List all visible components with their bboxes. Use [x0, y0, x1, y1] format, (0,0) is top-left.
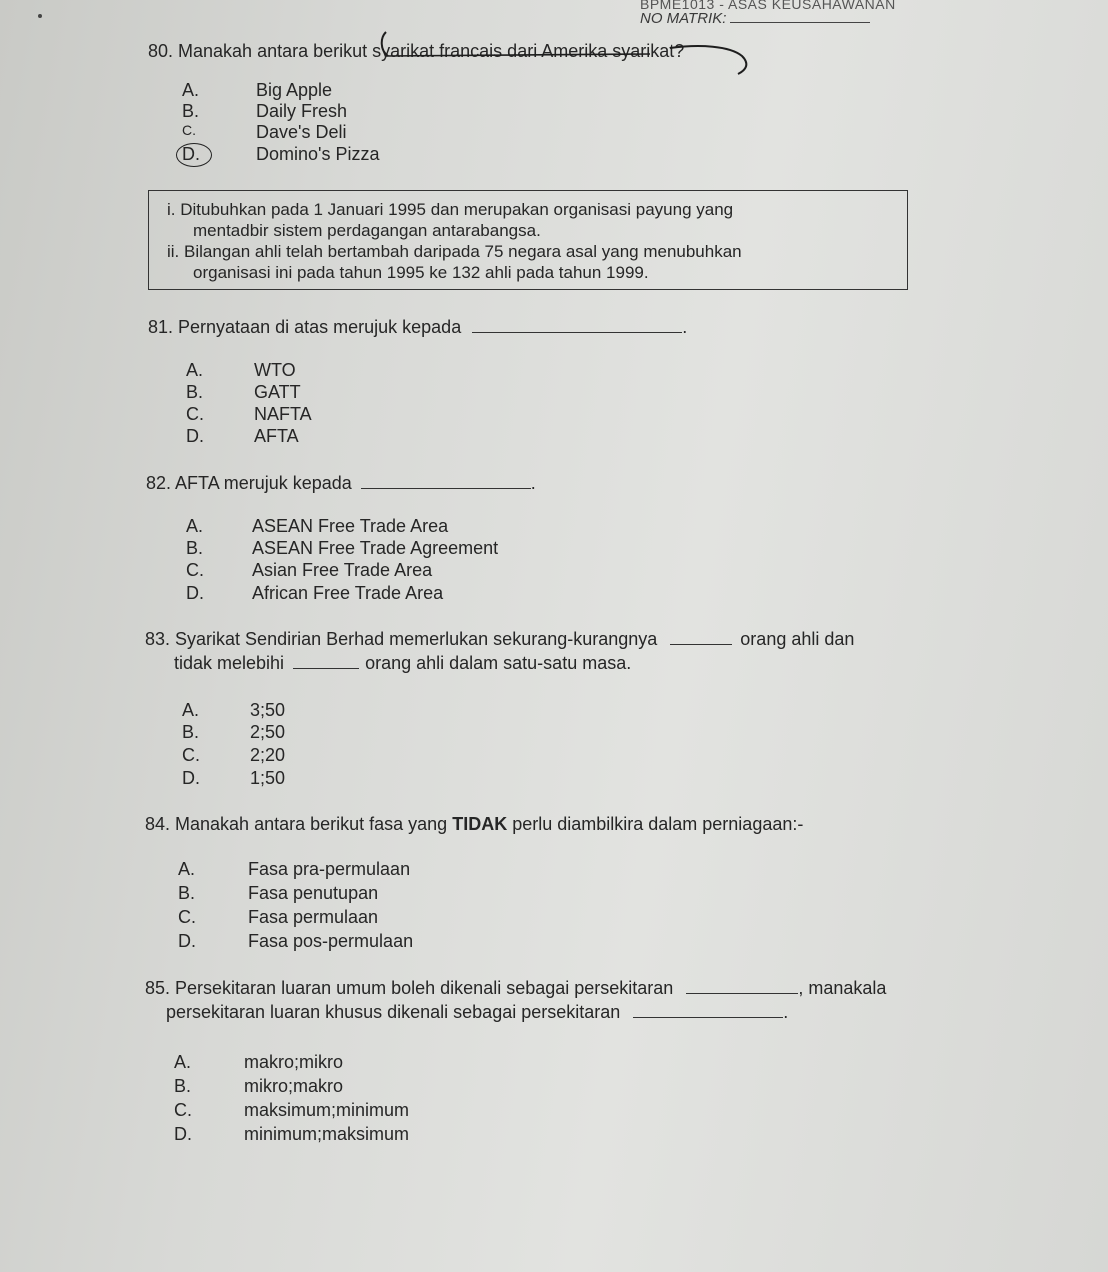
option-letter: C.	[186, 560, 204, 580]
question-81	[148, 317, 687, 338]
answer-blank-1[interactable]	[670, 644, 732, 645]
matric-label: NO MATRIK:	[640, 10, 727, 27]
option-text: WTO	[254, 360, 296, 380]
option-text: Big Apple	[256, 80, 333, 100]
option-letter: C.	[174, 1100, 192, 1120]
question-text: 84. Manakah antara berikut fasa yang	[145, 814, 453, 834]
question-text: 83. Syarikat Sendirian Berhad memerlukan sekurang-kurangnya	[145, 629, 658, 649]
option-text: AFTA	[254, 426, 299, 446]
question-text: persekitaran luaran khusus dikenali sebagai persekitaran	[166, 1002, 621, 1022]
option-text: 2;50	[250, 722, 286, 742]
matric-number-field[interactable]	[640, 10, 870, 27]
option-text: ASEAN Free Trade Agreement	[252, 538, 499, 558]
question-text: 85. Persekitaran luaran umum boleh dikenali sebagai persekitaran	[145, 978, 674, 998]
course-code: BPME1013 - ASAS KEUSAHAWANAN	[640, 0, 896, 12]
question-end: .	[530, 473, 536, 493]
stray-mark	[38, 14, 42, 18]
question-82	[146, 473, 536, 494]
option-letter: D.	[182, 768, 200, 788]
option-letter: B.	[178, 883, 196, 903]
question-text: 81. Pernyataan di atas merujuk kepada	[148, 317, 462, 337]
question-end: .	[783, 1002, 789, 1022]
question-83-line-1	[145, 629, 854, 650]
option-text: GATT	[254, 382, 301, 402]
option-text: maksimum;minimum	[244, 1100, 410, 1120]
option-letter: D.	[174, 1124, 192, 1144]
question-85-line-1	[145, 978, 886, 999]
option-text: 3;50	[250, 700, 286, 720]
question-84	[145, 814, 803, 835]
option-letter: C.	[178, 907, 196, 927]
option-letter: C.	[182, 122, 196, 138]
option-text: Fasa permulaan	[248, 907, 379, 927]
answer-blank[interactable]	[361, 488, 531, 489]
option-letter: A.	[178, 859, 196, 879]
statement-ii: ii. Bilangan ahli telah bertambah daripada 75 negara asal yang menubuhkan	[167, 242, 742, 261]
answer-blank[interactable]	[472, 332, 682, 333]
option-text: minimum;maksimum	[244, 1124, 410, 1144]
option-letter: B.	[186, 538, 204, 558]
answer-blank-2[interactable]	[633, 1017, 783, 1018]
option-text: 2;20	[250, 745, 286, 765]
option-letter: C.	[186, 404, 204, 424]
statement-box	[148, 190, 908, 290]
option-letter: A.	[186, 516, 204, 536]
option-letter: B.	[182, 722, 200, 742]
answer-blank-2[interactable]	[293, 668, 359, 669]
option-text: Asian Free Trade Area	[252, 560, 433, 580]
statement-i-cont: mentadbir sistem perdagangan antarabangsa.	[193, 221, 541, 240]
question-text-cont: perlu diambilkira dalam perniagaan:-	[507, 814, 804, 834]
question-text-cont: , manakala	[798, 978, 887, 998]
option-text: Fasa pos-permulaan	[248, 931, 414, 951]
option-letter: A.	[174, 1052, 192, 1072]
statement-i: i. Ditubuhkan pada 1 Januari 1995 dan merupakan organisasi payung yang	[167, 200, 734, 219]
matric-blank[interactable]	[730, 22, 870, 23]
option-letter: D.	[182, 144, 200, 164]
option-letter: A.	[182, 700, 200, 720]
handwritten-annotation	[380, 28, 760, 78]
question-80: 80. Manakah antara berikut syarikat francais dari Amerika syarikat?	[148, 41, 685, 61]
question-text: 82. AFTA merujuk kepada	[146, 473, 352, 493]
option-text: Domino's Pizza	[256, 144, 380, 164]
option-letter: B.	[174, 1076, 192, 1096]
option-text: Fasa penutupan	[248, 883, 379, 903]
option-text: makro;mikro	[244, 1052, 344, 1072]
option-text: Fasa pra-permulaan	[248, 859, 411, 879]
question-end: .	[682, 317, 688, 337]
answer-blank-1[interactable]	[686, 993, 798, 994]
question-text: tidak melebihi	[174, 653, 285, 673]
option-text: ASEAN Free Trade Area	[252, 516, 449, 536]
option-letter: A.	[182, 80, 200, 100]
question-83-line-2	[174, 653, 631, 674]
question-emphasis: TIDAK	[452, 814, 508, 834]
question-85-line-2	[166, 1002, 788, 1023]
option-text: NAFTA	[254, 404, 312, 424]
option-letter: D.	[178, 931, 196, 951]
option-letter: D.	[186, 583, 204, 603]
question-text-cont: orang ahli dalam satu-satu masa.	[365, 653, 632, 673]
option-text: Daily Fresh	[256, 101, 348, 121]
option-text: African Free Trade Area	[252, 583, 444, 603]
option-letter: C.	[182, 745, 200, 765]
option-text: mikro;makro	[244, 1076, 344, 1096]
option-letter: B.	[182, 101, 200, 121]
option-text: 1;50	[250, 768, 286, 788]
statement-ii-cont: organisasi ini pada tahun 1995 ke 132 ahli pada tahun 1999.	[193, 263, 649, 282]
option-letter: D.	[186, 426, 204, 446]
question-text-cont: orang ahli dan	[740, 629, 855, 649]
option-letter: B.	[186, 382, 204, 402]
option-text: Dave's Deli	[256, 122, 347, 142]
option-letter: A.	[186, 360, 204, 380]
